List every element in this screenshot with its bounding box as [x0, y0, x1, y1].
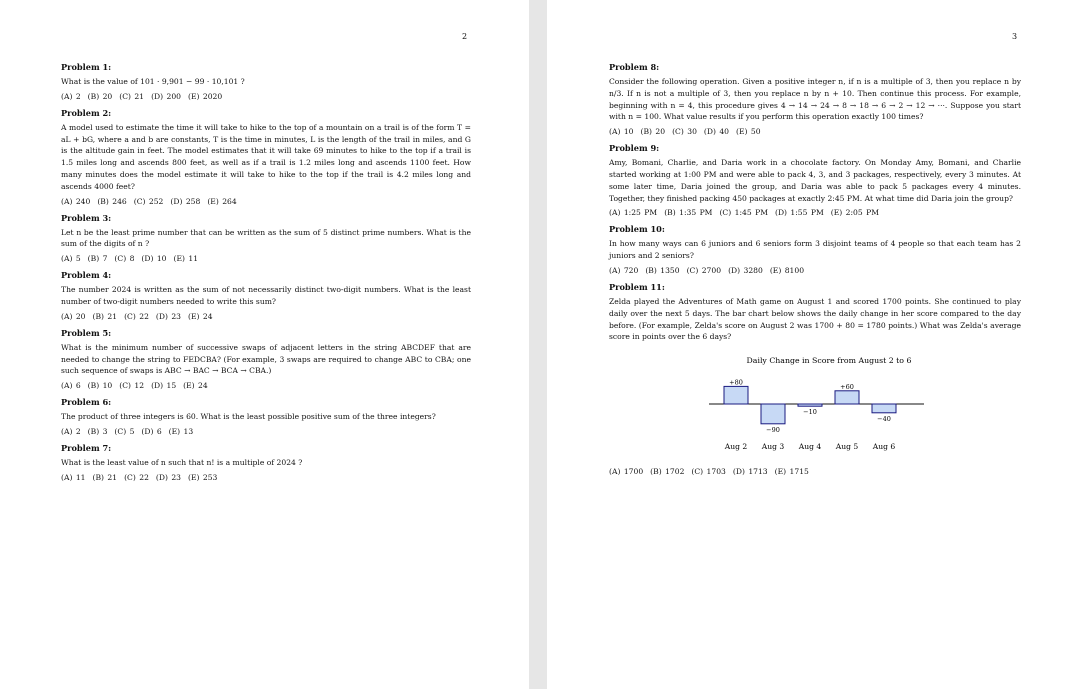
- problem-title: Problem 9:: [609, 143, 660, 154]
- answer-choice: (A) 240: [61, 196, 91, 206]
- answer-choice: (C) 8: [114, 254, 135, 264]
- answer-choice: (C) 252: [133, 196, 164, 206]
- bar-chart-svg: [709, 353, 949, 453]
- problem-text: What is the value of 101 · 9,901 − 99 · 10,101 ?: [61, 77, 245, 86]
- x-tick-label: Aug 6: [872, 442, 896, 452]
- answer-choice: (B) 3: [87, 426, 108, 436]
- answer-choices: [61, 427, 471, 436]
- answer-choices: [61, 254, 471, 263]
- answer-choices: [61, 312, 471, 321]
- problem-text: What is the least value of n such that n! is a multiple of 2024 ?: [61, 457, 303, 467]
- problem-title: Problem 6:: [61, 397, 112, 408]
- answer-choice: (E) 24: [183, 381, 208, 391]
- answer-choice: (E) 264: [207, 196, 237, 206]
- answer-choice: (C) 22: [124, 472, 149, 482]
- problem-text: Let n be the least prime number that can be written as the sum of 5 distinct prime numbers. What is the sum of the digits of n ?: [61, 227, 471, 249]
- page-number: 3: [1012, 32, 1018, 41]
- problem-block: [609, 62, 1021, 136]
- answer-choices: [609, 127, 1021, 136]
- answer-choice: (A) 11: [61, 472, 86, 482]
- answer-choice: (D) 23: [155, 311, 181, 321]
- chart-bar: [798, 404, 822, 406]
- answer-choice: (B) 20: [640, 127, 666, 137]
- answer-choice: (E) 13: [168, 426, 194, 436]
- answer-choice: (B) 246: [97, 196, 127, 206]
- answer-choice: (D) 15: [151, 381, 177, 391]
- answer-choice: (B) 21: [92, 472, 118, 482]
- problem-text: What is the minimum number of successive swaps of adjacent letters in the string ABCDEF that are needed to change the string to FEDCBA? (For example, 3 swaps are required to change ABC to CBA; one such sequence of swaps is ABC → BAC → BCA → CBA.): [61, 342, 471, 376]
- answer-choice: (E) 11: [173, 254, 199, 264]
- x-tick-label: Aug 3: [761, 442, 785, 452]
- answer-choice: (E) 8100: [769, 265, 805, 275]
- answer-choice: (C) 1703: [691, 467, 726, 477]
- answer-choice: (A) 20: [61, 311, 86, 321]
- problem-block: [61, 270, 471, 321]
- x-tick-label: Aug 2: [724, 442, 748, 452]
- problem-title: Problem 3:: [61, 212, 112, 223]
- answer-choices: [609, 208, 1021, 217]
- answer-choices: [61, 473, 471, 482]
- answer-choice: (C) 30: [672, 127, 697, 137]
- problem-text: A model used to estimate the time it will take to hike to the top of a mountain on a trail is of the form T = aL + bG, where a and b are constants, T is the time in minutes, L is the length of the trail in miles, and G is the altitude gain in feet. The model estimates that it will take 69 minutes to hike to the top if a trail is 1.5 miles long and ascends 800 feet, as well as if a trail is 1.2 miles long and ascends 1100 feet. How many minutes does the model estimate it will take to hike to the top if the trail is 4.2 miles long and ascends 4000 feet?: [61, 122, 471, 191]
- chart-title: Daily Change in Score from August 2 to 6: [746, 356, 912, 366]
- bar-value-label: −40: [877, 414, 891, 423]
- answer-choice: (D) 23: [155, 472, 181, 482]
- problem-text: The number 2024 is written as the sum of not necessarily distinct two-digit numbers. What is the least number of two-digit numbers needed to write this sum?: [61, 285, 471, 306]
- problem-text: The product of three integers is 60. What is the least possible positive sum of the three integers?: [61, 412, 436, 422]
- answer-choice: (D) 1:55 PM: [774, 208, 824, 218]
- problem-title: Problem 1:: [61, 62, 112, 72]
- answer-choice: (D) 10: [141, 254, 167, 264]
- answer-choices: [61, 92, 471, 101]
- answer-choice: (B) 1702: [650, 467, 685, 477]
- x-tick-label: Aug 5: [835, 442, 859, 452]
- answer-choice: (D) 1713: [732, 467, 768, 477]
- answer-choice: (B) 21: [92, 311, 118, 321]
- answer-choice: (A) 2: [61, 91, 81, 101]
- answer-choice: (C) 21: [119, 91, 145, 101]
- problem-block: [61, 108, 471, 206]
- chart-bar: [872, 404, 896, 413]
- answer-choices: [609, 467, 1021, 476]
- answer-choice: (A) 5: [61, 254, 81, 264]
- problem-block: [609, 224, 1021, 275]
- answer-choice: (D) 6: [141, 426, 162, 436]
- problems-column-left: [61, 62, 471, 489]
- problem-block: [61, 328, 471, 390]
- x-tick-label: Aug 4: [798, 442, 822, 452]
- bar-value-label: −10: [803, 408, 817, 417]
- problem-title: Problem 5:: [61, 327, 112, 338]
- problem-block: [609, 282, 1021, 476]
- problem-title: Problem 10:: [609, 224, 665, 235]
- answer-choice: (E) 24: [188, 311, 213, 321]
- problem-title: Problem 11:: [609, 281, 665, 292]
- problem-block: [61, 213, 471, 264]
- answer-choice: (B) 1350: [645, 265, 680, 275]
- bar-value-label: +80: [729, 378, 743, 387]
- answer-choice: (A) 2: [61, 426, 81, 436]
- score-change-chart: [609, 353, 1021, 457]
- problem-text: Amy, Bomani, Charlie, and Daria work in a chocolate factory. On Monday Amy, Bomani, and Charlie started working at 1:00 PM and were able to pack 4, 3, and 3 packages, respectively, every 3 minutes. At some later time, Daria joined the group, and Daria was able to pack 5 packages every 4 minutes. Together, they finished packing 450 packages at exactly 2:45 PM. At what time did Daria join the group?: [609, 158, 1021, 203]
- answer-choices: [61, 381, 471, 390]
- page-right: [547, 0, 1080, 689]
- answer-choices: [609, 266, 1021, 275]
- answer-choice: (C) 22: [124, 311, 149, 321]
- answer-choices: [61, 197, 471, 206]
- answer-choice: (E) 253: [188, 472, 218, 482]
- answer-choice: (C) 5: [114, 426, 135, 436]
- answer-choice: (E) 50: [736, 127, 761, 137]
- chart-bar: [724, 387, 748, 405]
- page-gap: [529, 0, 547, 689]
- answer-choice: (E) 2:05 PM: [830, 208, 879, 218]
- problem-text: In how many ways can 6 juniors and 6 seniors form 3 disjoint teams of 4 people so that each team has 2 juniors and 2 seniors?: [609, 239, 1021, 261]
- answer-choice: (B) 10: [87, 381, 113, 391]
- answer-choice: (D) 40: [703, 127, 729, 137]
- problem-block: [61, 62, 471, 101]
- answer-choice: (A) 10: [609, 127, 634, 137]
- problem-text: Zelda played the Adventures of Math game on August 1 and scored 1700 points. She continued to play daily over the next 5 days. The bar chart below shows the daily change in her score compared to the day before. (For example, Zelda's score on August 2 was 1700 + 80 = 1780 points.) What was Zelda's average score in points over the 6 days?: [609, 296, 1021, 342]
- problems-column-right: [609, 62, 1021, 483]
- answer-choice: (B) 1:35 PM: [664, 208, 713, 218]
- problem-title: Problem 7:: [61, 442, 112, 453]
- problem-title: Problem 2:: [61, 107, 112, 118]
- bar-value-label: +60: [840, 382, 854, 391]
- answer-choice: (B) 20: [87, 91, 113, 101]
- problem-title: Problem 4:: [61, 270, 112, 281]
- answer-choice: (C) 1:45 PM: [719, 208, 768, 218]
- answer-choice: (A) 1700: [609, 467, 644, 477]
- chart-bar: [835, 391, 859, 404]
- problem-block: [61, 443, 471, 482]
- page-number: 2: [462, 32, 468, 41]
- answer-choice: (D) 200: [151, 91, 181, 101]
- answer-choice: (A) 1:25 PM: [609, 208, 658, 218]
- answer-choice: (E) 2020: [187, 91, 223, 101]
- answer-choice: (D) 3280: [728, 265, 763, 275]
- answer-choice: (B) 7: [87, 254, 108, 264]
- bar-value-label: −90: [766, 425, 780, 434]
- problem-title: Problem 8:: [609, 62, 660, 72]
- problem-text: Consider the following operation. Given a positive integer n, if n is a multiple of 3, then you replace n by n/3. If n is not a multiple of 3, then you replace n by n + 10. Then continue this process. For example, beginning with n = 4, this procedure gives 4 → 14 → 24 → 8 → 18 → 6 → 2 → 12 → ···. Suppose you start with n = 100. What value results if you perform this operation exactly 100 times?: [609, 77, 1021, 122]
- problem-block: [61, 397, 471, 436]
- answer-choice: (C) 12: [119, 381, 145, 391]
- page-left: [0, 0, 529, 689]
- answer-choice: (A) 720: [609, 265, 639, 275]
- answer-choice: (E) 1715: [774, 467, 809, 477]
- answer-choice: (C) 2700: [686, 265, 722, 275]
- answer-choice: (A) 6: [61, 381, 81, 391]
- chart-bar: [761, 404, 785, 424]
- problem-block: [609, 143, 1021, 217]
- answer-choice: (D) 258: [170, 196, 201, 206]
